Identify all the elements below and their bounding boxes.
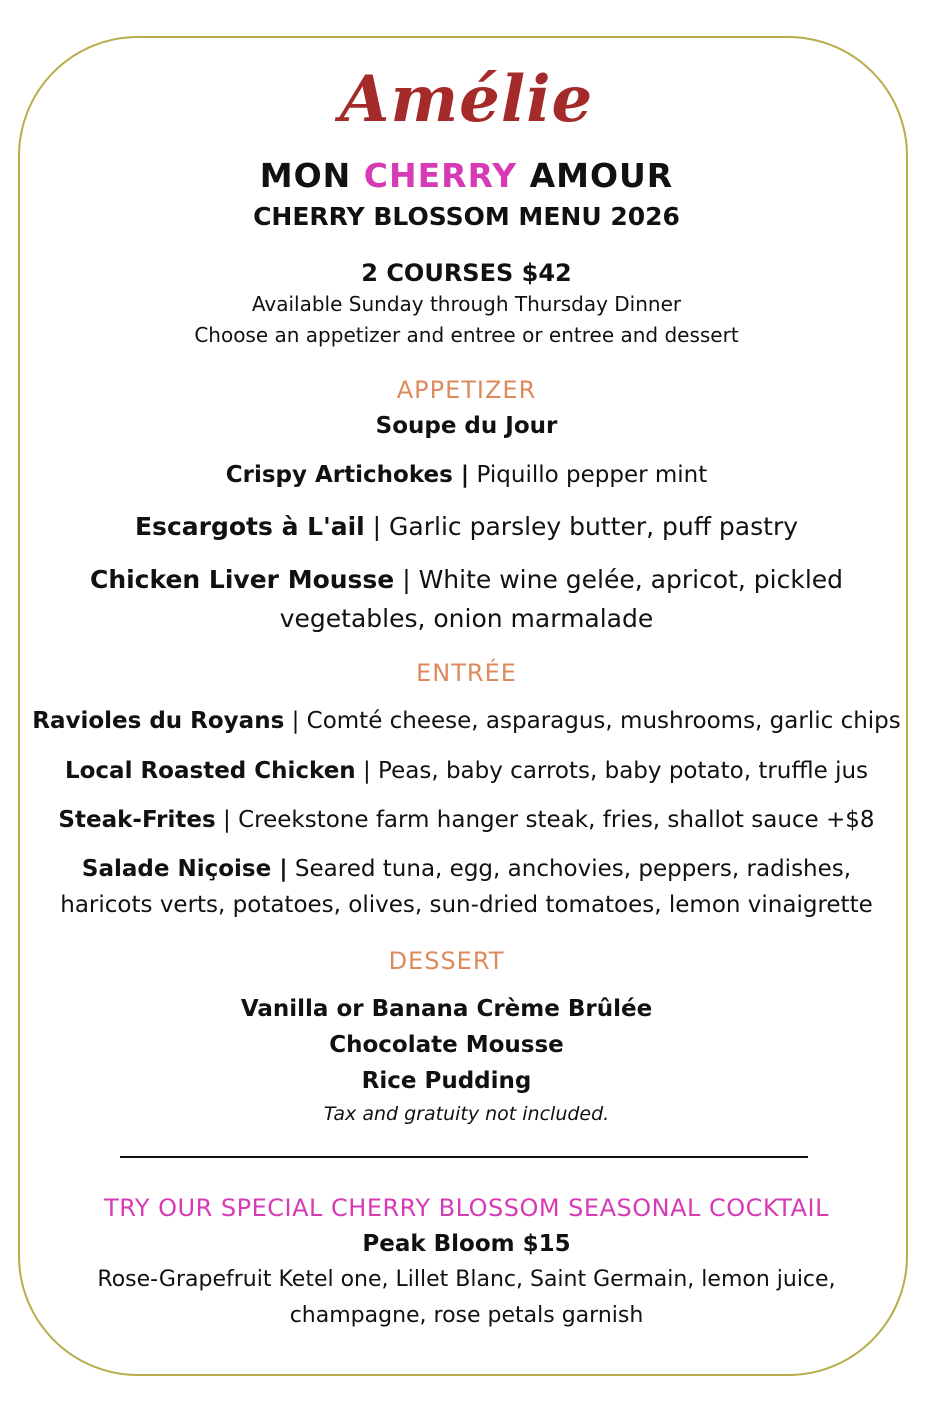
appetizer-item-name: Soupe du Jour: [375, 413, 558, 439]
appetizer-item-desc: Piquillo pepper mint: [469, 462, 708, 488]
appetizer-item-name: Escargots à L'ail: [134, 512, 365, 541]
entree-item-name: Ravioles du Royans: [32, 708, 285, 734]
entree-item-desc: | Comté cheese, asparagus, mushrooms, garlic chips: [284, 708, 901, 734]
entree-heading: ENTRÉE: [416, 659, 517, 687]
menu-border: [18, 36, 908, 1376]
entree-item: [0, 708, 933, 734]
appetizer-item-name: Chicken Liver Mousse: [89, 565, 395, 594]
cocktail-heading: TRY OUR SPECIAL CHERRY BLOSSOM SEASONAL COCKTAIL: [104, 1194, 829, 1222]
appetizer-heading: APPETIZER: [396, 376, 537, 404]
appetizer-item-desc: | Garlic parsley butter, puff pastry: [364, 512, 799, 541]
entree-item: [0, 807, 933, 833]
availability-note: Available Sunday through Thursday Dinner: [251, 292, 682, 316]
dessert-heading: DESSERT: [388, 947, 505, 975]
title-part-3: AMOUR: [517, 156, 674, 195]
appetizer-item-desc: | White wine gelée, apricot, pickled: [394, 565, 844, 594]
menu-subtitle: CHERRY BLOSSOM MENU 2026: [253, 202, 680, 231]
entree-item: [0, 758, 933, 784]
appetizer-item: [0, 462, 933, 488]
appetizer-item-name: Crispy Artichokes |: [225, 462, 470, 488]
entree-item-name: Salade Niçoise |: [81, 856, 288, 882]
dessert-item: Rice Pudding: [361, 1068, 532, 1094]
entree-item-desc-cont: haricots verts, potatoes, olives, sun-dried tomatoes, lemon vinaigrette: [60, 892, 873, 918]
menu-title: [0, 156, 933, 195]
choice-note: Choose an appetizer and entree or entree and dessert: [194, 323, 739, 347]
entree-item: [0, 856, 933, 882]
title-part-cherry: CHERRY: [363, 156, 518, 195]
title-part-1: MON: [259, 156, 364, 195]
appetizer-item-desc-cont: vegetables, onion marmalade: [279, 604, 654, 633]
entree-item-name: Steak-Frites: [58, 807, 216, 833]
cocktail-name: Peak Bloom $15: [362, 1231, 571, 1257]
section-divider: [120, 1156, 808, 1158]
appetizer-item: [0, 565, 933, 594]
cocktail-description: Rose-Grapefruit Ketel one, Lillet Blanc, Saint Germain, lemon juice,: [97, 1267, 836, 1292]
appetizer-item: [0, 413, 933, 439]
entree-item-desc: | Peas, baby carrots, baby potato, truffle jus: [355, 758, 869, 784]
tax-note: Tax and gratuity not included.: [323, 1103, 610, 1125]
entree-item-desc: Seared tuna, egg, anchovies, peppers, radishes,: [287, 856, 852, 882]
courses-price: 2 COURSES $42: [361, 259, 572, 287]
restaurant-logo: Amélie: [339, 62, 594, 137]
dessert-item: Vanilla or Banana Crème Brûlée: [240, 996, 653, 1022]
appetizer-item: [0, 512, 933, 541]
cocktail-description-cont: champagne, rose petals garnish: [289, 1303, 644, 1328]
entree-item-name: Local Roasted Chicken: [64, 758, 356, 784]
entree-item-desc: | Creekstone farm hanger steak, fries, shallot sauce +$8: [215, 807, 875, 833]
dessert-item: Chocolate Mousse: [329, 1032, 564, 1058]
